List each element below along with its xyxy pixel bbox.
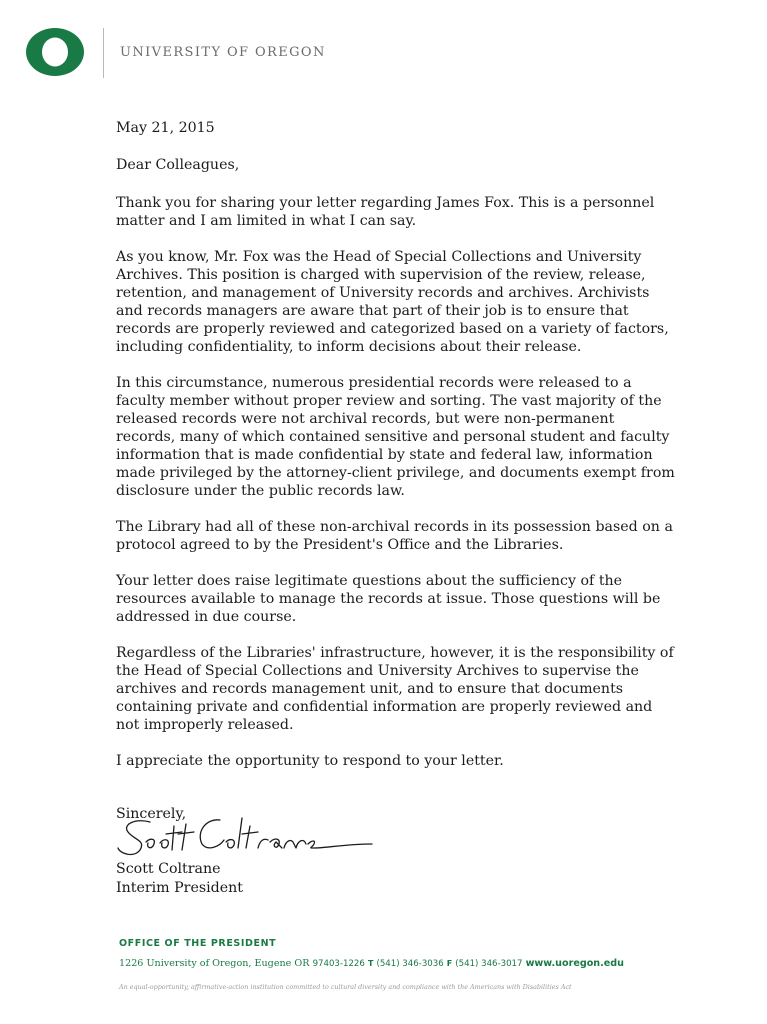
- office-name: OFFICE OF THE PRESIDENT: [119, 938, 277, 949]
- paragraph-5: Your letter does raise legitimate questions about the sufficiency of the resources available to manage the records at issue. Those questions will be addressed in due course.: [116, 573, 661, 625]
- fax: (541) 346-3017: [455, 959, 523, 969]
- letterhead-divider: [103, 28, 104, 78]
- signer-title: Interim President: [116, 880, 243, 896]
- telephone: (541) 346-3036: [376, 959, 444, 969]
- paragraph-2: As you know, Mr. Fox was the Head of Special Collections and University Archives. This position is charged with supervision of the review, release, retention, and management of University records and archives. Archivists and records managers are aware that part of their job is to ensure that records are properly reviewed and categorized based on a variety of factors, including confidentiality, to inform decisions about their release.: [116, 249, 669, 355]
- footer-address: [119, 958, 624, 969]
- zip-code: 97403-1226: [312, 959, 365, 969]
- salutation: Dear Colleagues,: [116, 157, 240, 173]
- eeo-statement: An equal-opportunity, affirmative-action institution committed to cultural diversity and compliance with the Americans with Disabilities Act: [119, 983, 572, 991]
- handwritten-signature-icon: [116, 812, 376, 862]
- institution-name: UNIVERSITY OF OREGON: [120, 45, 326, 60]
- letter-body: [116, 119, 676, 788]
- signer-name: Scott Coltrane: [116, 861, 221, 877]
- paragraph-6: Regardless of the Libraries' infrastructure, however, it is the responsibility of the Head of Special Collections and University Archives to supervise the archives and records management unit, and to ensure that documents containing private and confidential information are properly reviewed and not improperly released.: [116, 645, 674, 733]
- signer-block: [116, 860, 243, 898]
- paragraph-1: Thank you for sharing your letter regarding James Fox. This is a personnel matter and I am limited in what I can say.: [116, 195, 655, 229]
- fax-label: F: [446, 959, 453, 968]
- paragraph-7: I appreciate the opportunity to respond to your letter.: [116, 753, 504, 769]
- closing: Sincerely,: [116, 806, 187, 822]
- tel-label: T: [367, 959, 374, 968]
- paragraph-3: In this circumstance, numerous presidential records were released to a faculty member without proper review and sorting. The vast majority of the released records were not archival records, but were non-permanent records, many of which contained sensitive and personal student and faculty information that is made confidential by state and federal law, information made privileged by the attorney-client privilege, and documents exempt from disclosure under the public records law.: [116, 375, 675, 499]
- paragraph-4: The Library had all of these non-archival records in its possession based on a protocol agreed to by the President's Office and the Libraries.: [116, 519, 673, 553]
- street-address: 1226 University of Oregon, Eugene OR: [119, 958, 310, 969]
- oregon-o-logo-icon: [24, 26, 86, 78]
- letter-date: May 21, 2015: [116, 120, 215, 136]
- website-link[interactable]: www.uoregon.edu: [525, 958, 624, 969]
- letterhead: [0, 0, 767, 100]
